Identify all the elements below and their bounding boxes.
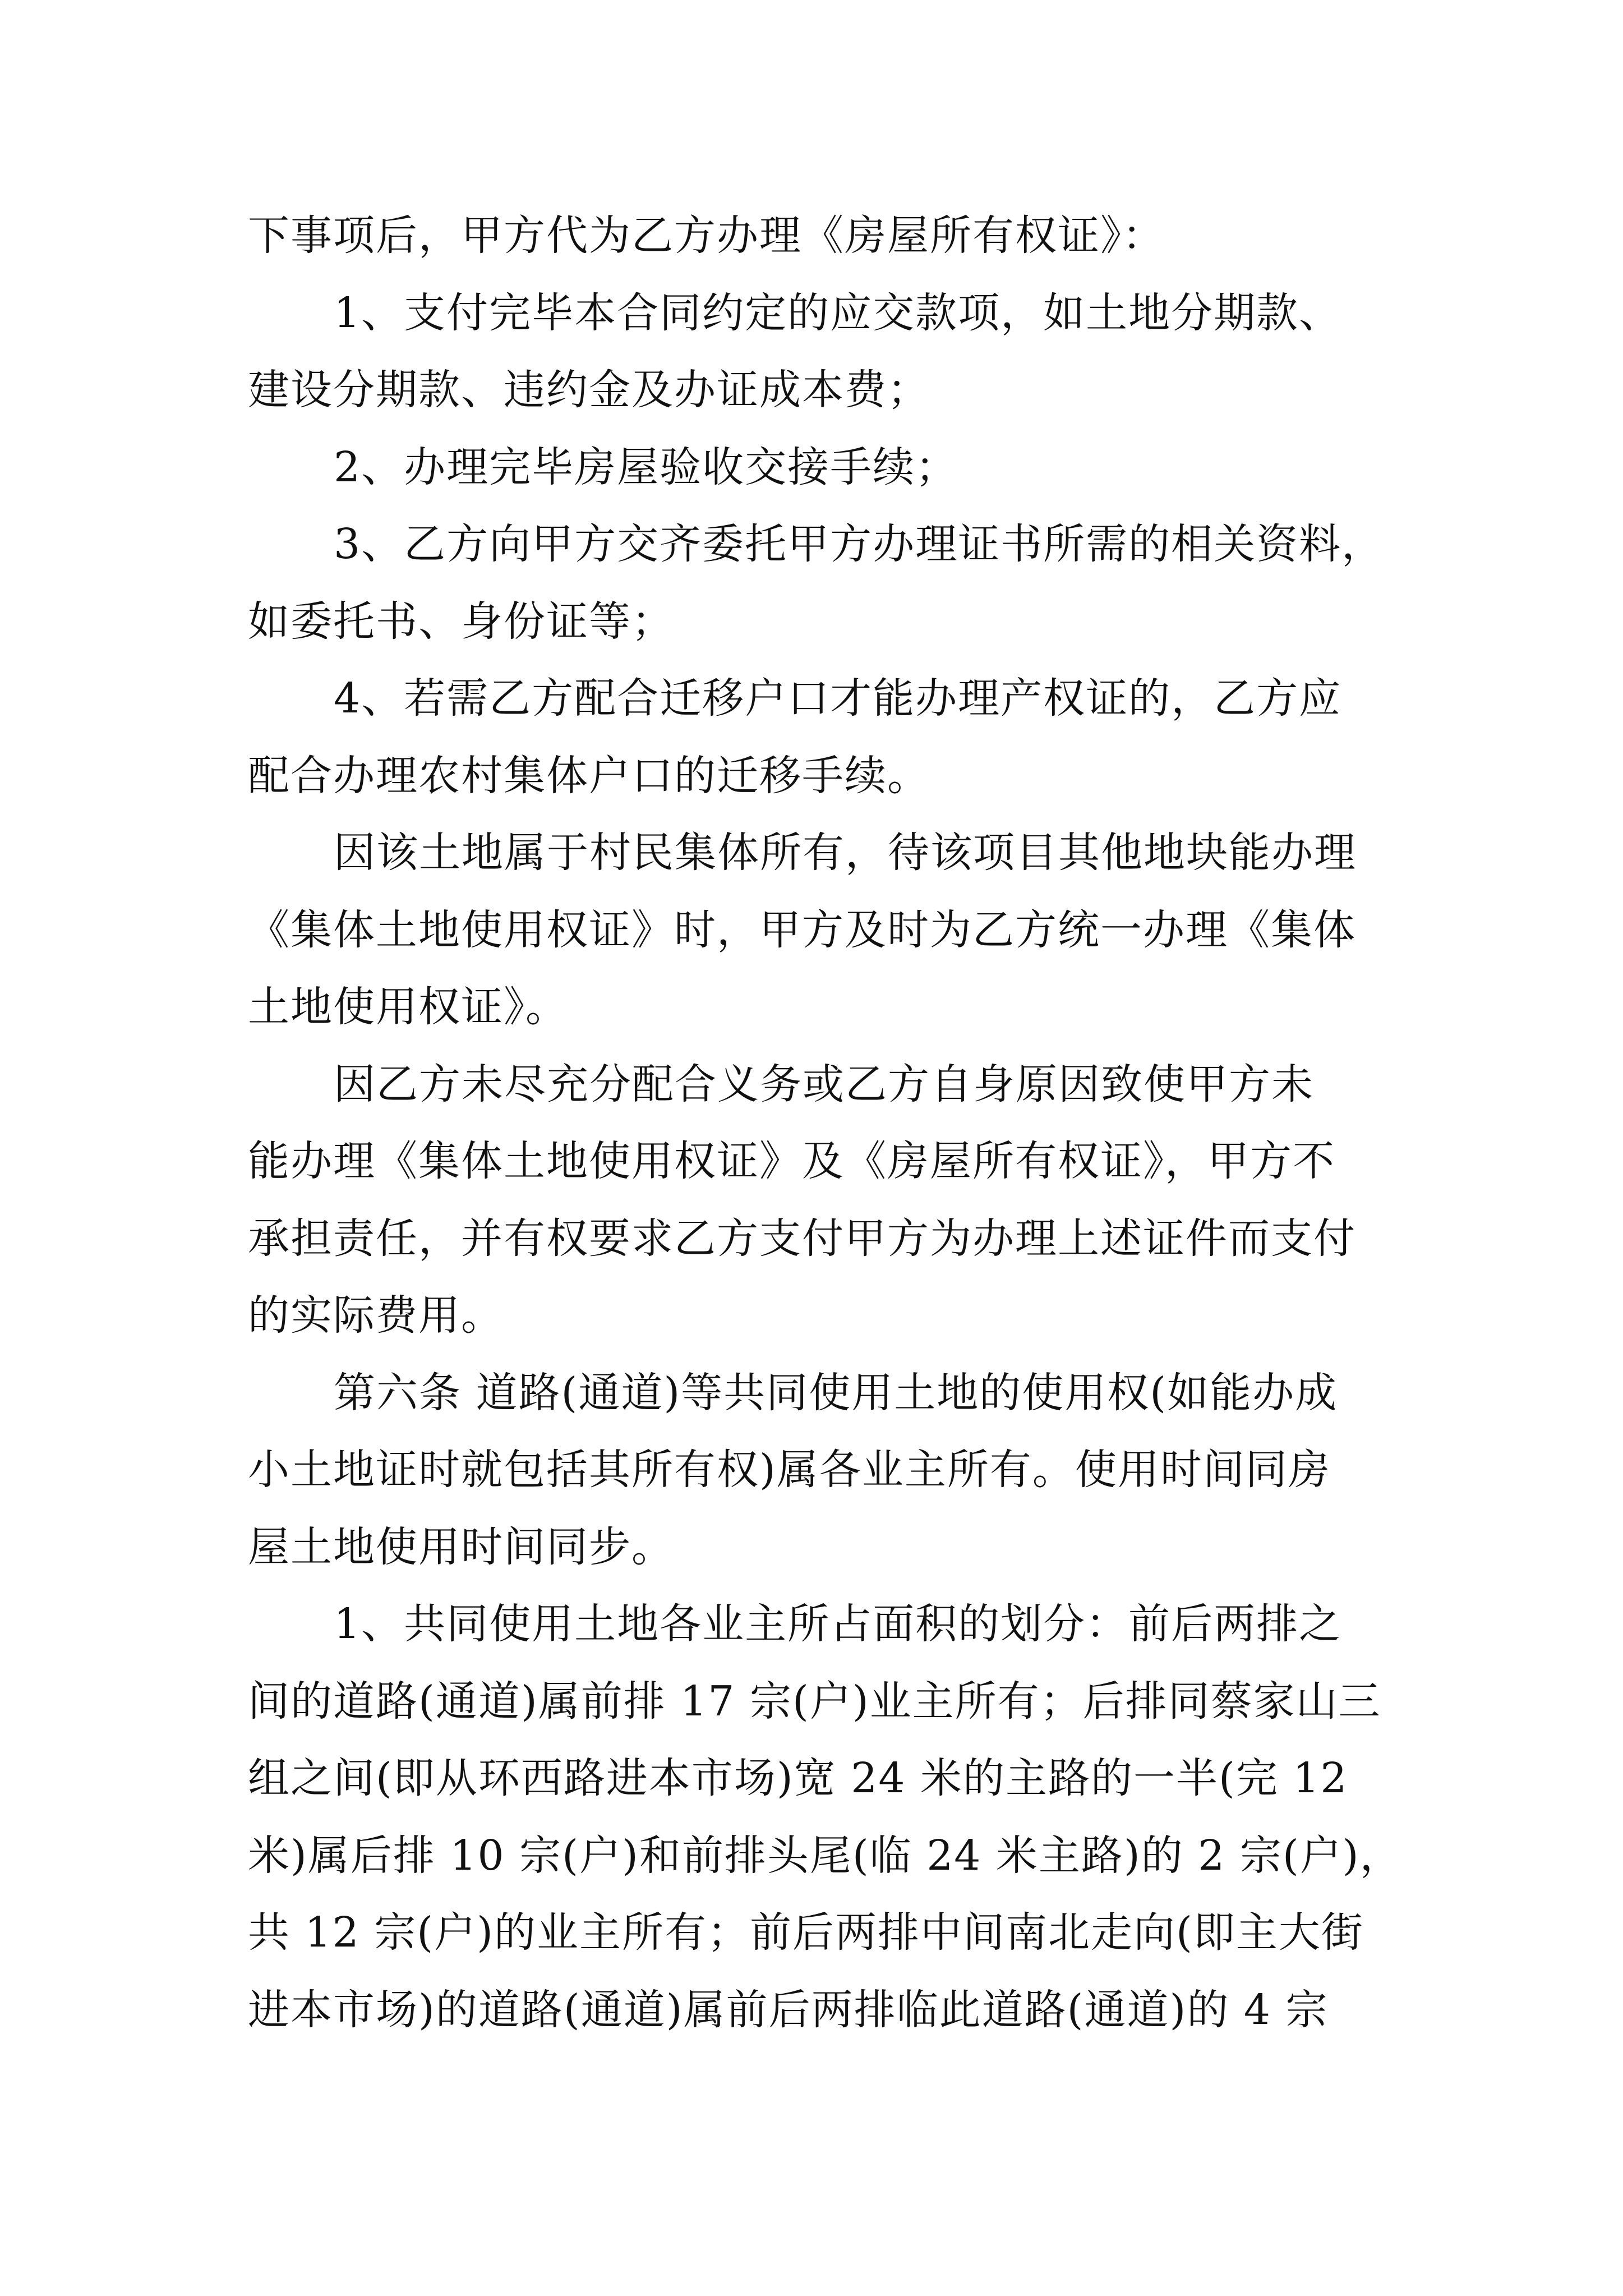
text-line: 4、若需乙方配合迁移户口才能办理产权证的，乙方应 [334,674,1342,723]
text-line: 下事项后，甲方代为乙方办理《房屋所有权证》： [248,211,1165,260]
text-line: 进本市场)的道路(通道)属前后两排临此道路(通道)的 4 宗 [248,1986,1329,2034]
text-line: 1、共同使用土地各业主所占面积的划分：前后两排之 [334,1600,1342,1648]
text-line: 承担责任，并有权要求乙方支付甲方为办理上述证件而支付 [248,1214,1356,1263]
text-line: 3、乙方向甲方交齐委托甲方办理证书所需的相关资料， [334,520,1385,568]
text-line: 配合办理农村集体户口的迁移手续。 [248,752,930,800]
text-line: 土地使用权证》。 [248,983,568,1031]
text-line: 因乙方未尽充分配合义务或乙方自身原因致使甲方未 [334,1060,1314,1108]
text-line: 《集体土地使用权证》时，甲方及时为乙方统一办理《集体 [248,906,1356,954]
text-line: 米)属后排 10 宗(户)和前排头尾(临 24 米主路)的 2 宗(户)， [248,1832,1403,1880]
text-line: 间的道路(通道)属前排 17 宗(户)业主所有；后排同蔡家山三 [248,1677,1381,1726]
text-line: 1、支付完毕本合同约定的应交款项，如土地分期款、 [334,289,1342,337]
text-line: 因该土地属于村民集体所有，待该项目其他地块能办理 [334,829,1357,877]
text-line: 如委托书、身份证等； [248,597,674,646]
text-line: 屋土地使用时间同步。 [248,1523,674,1571]
text-line: 小土地证时就包括其所有权)属各业主所有。使用时间同房 [248,1446,1331,1494]
text-line: 共 12 宗(户)的业主所有；前后两排中间南北走向(即主大街 [248,1908,1364,1957]
text-line: 的实际费用。 [248,1291,504,1340]
text-line: 能办理《集体土地使用权证》及《房屋所有权证》，甲方不 [248,1137,1335,1185]
text-line: 组之间(即从环西路进本市场)宽 24 米的主路的一半(完 12 [248,1754,1348,1802]
text-line: 建设分期款、违约金及办证成本费； [248,366,930,414]
text-line: 2、办理完毕房屋验收交接手续； [334,443,958,491]
text-line: 第六条 道路(通道)等共同使用土地的使用权(如能办成 [334,1369,1338,1417]
